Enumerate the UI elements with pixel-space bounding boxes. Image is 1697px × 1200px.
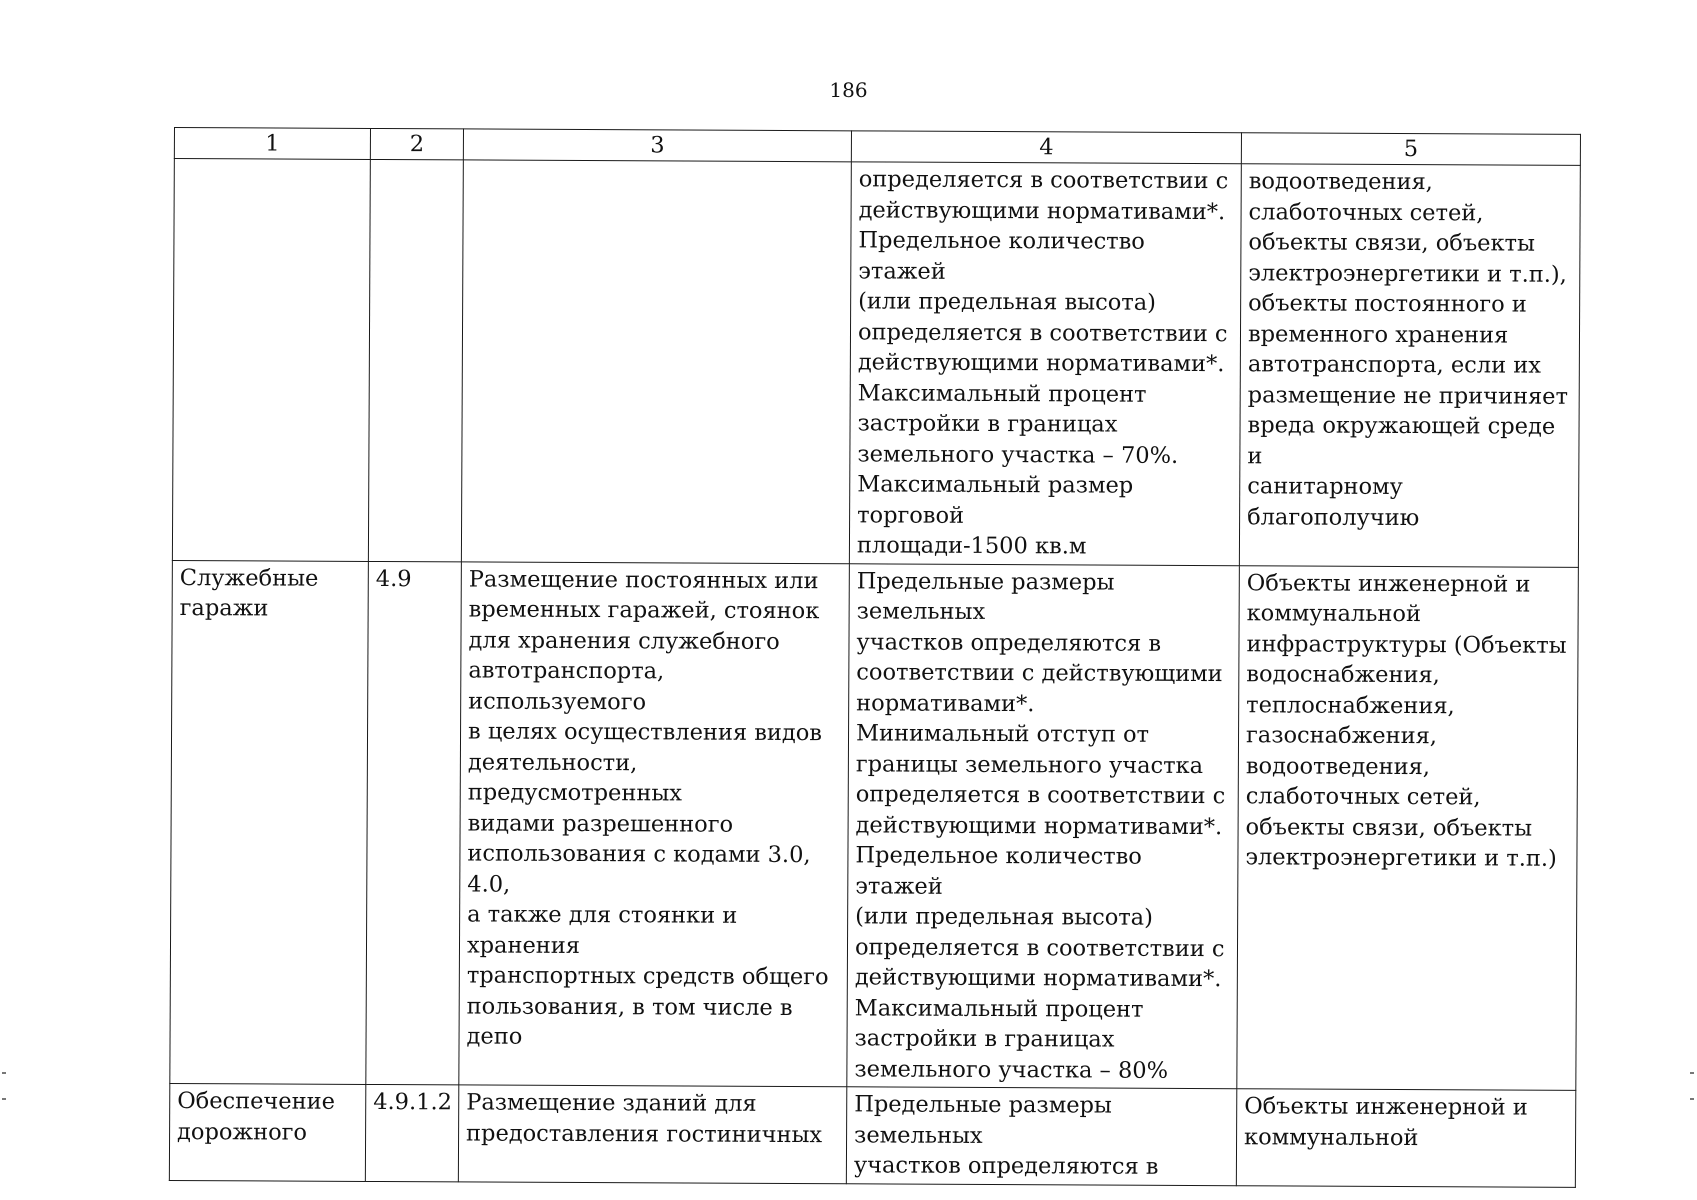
cell-text: Размещение зданий для предоставления гостиничных [466, 1089, 823, 1148]
column-header-5: 5 [1241, 133, 1580, 166]
cell-text: 4.9 [375, 565, 412, 592]
cell-text: определяется в соответствии с действующими нормативами*. Предельное количество этажей (или предельная высота) определяется в соответствии с действующими нормативами*. Максимальный процент застройки в границах земельного участка – 70%. Максимальный размер торговой площади-1500 кв.м [856, 166, 1229, 560]
cell-use-code [368, 159, 463, 561]
cell-use-description [461, 160, 851, 563]
cell-use-description [459, 561, 850, 1086]
cell-auxiliary-uses [1237, 565, 1579, 1090]
column-header-4: 4 [851, 131, 1241, 164]
cell-text: Служебные гаражи [179, 564, 319, 622]
cell-text: 4.9.1.2 [373, 1088, 453, 1116]
table-row [170, 560, 1579, 1090]
cell-use-name [169, 1083, 365, 1180]
cell-auxiliary-uses [1239, 164, 1580, 567]
cell-text: Обеспечение дорожного [177, 1088, 336, 1146]
cell-parameters [846, 1087, 1236, 1185]
cell-use-code [365, 1084, 458, 1181]
cell-text: Объекты инженерной и коммунальной [1244, 1093, 1528, 1151]
column-header-3: 3 [463, 129, 851, 162]
cell-use-description [458, 1085, 846, 1183]
cell-text: Объекты инженерной и коммунальной инфраструктуры (Объекты водоснабжения, теплоснабжения, газоснабжения, водоотведения, слаботочных сетей, объекты связи, объекты электроэнергетики и т.п.) [1245, 569, 1567, 872]
column-header-1: 1 [174, 128, 370, 160]
cell-parameters [849, 162, 1241, 565]
column-header-2: 2 [370, 128, 463, 159]
regulations-table [169, 127, 1581, 1187]
cell-use-code [366, 561, 462, 1085]
cell-text: водоотведения, слаботочных сетей, объекты связи, объекты электроэнергетики и т.п.), объекты постоянного и временного хранения автотранспорта, если их размещение не причиняет вреда окружающей среде и санитарному благополучию [1247, 168, 1569, 531]
cell-text: Предельные размеры земельных участков определяются в соответствии с действующими нормативами*. Минимальный отступ от границы земельного участка определяется в соответствии с действующими нормативами*. Предельное количество этажей (или предельная высота) определяется в соответствии с действующими нормативами*. Максимальный процент застройки в границах земельного участка – 80% [854, 567, 1226, 1084]
table-row [169, 1083, 1575, 1186]
cell-auxiliary-uses [1236, 1089, 1575, 1187]
cell-parameters [847, 563, 1240, 1088]
cell-use-name [172, 159, 370, 561]
cell-text: Размещение постоянных или временных гаражей, стоянок для хранения служебного автотранспорта, используемого в целях осуществления видов деятельности, предусмотренных видами разрешенного использования с кодами 3.0, 4.0, а также для стоянки и хранения транспортных средств общего пользования, в том числе в депо [466, 565, 829, 1050]
table-row [172, 159, 1580, 567]
scan-edge-mark-right [1690, 1072, 1694, 1100]
cell-text: Предельные размеры земельных участков определяются в [853, 1091, 1159, 1180]
cell-use-name [170, 560, 369, 1084]
page-number: 186 [829, 78, 868, 102]
scan-edge-mark-left [2, 1072, 6, 1100]
